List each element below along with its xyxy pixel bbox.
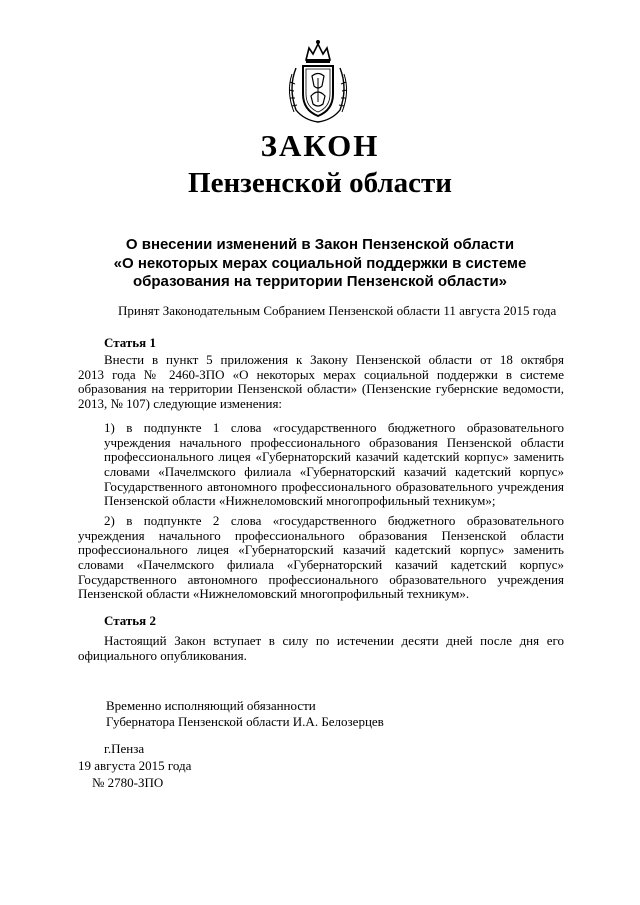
article-2-text	[78, 634, 564, 663]
text-line: 2013 года № 2460-ЗПО «О некоторых мерах социальной поддержки в системе	[78, 366, 564, 382]
law-heading	[90, 236, 550, 292]
text-line: официального опубликования.	[78, 647, 247, 663]
article-2-title: Статья 2	[104, 613, 156, 628]
text-line: Пензенской области «Нижнеломовский многопрофильный техникум»;	[104, 493, 496, 509]
text-line: 2) в подпункте 2 слова «государственного бюджетного образовательного	[104, 513, 564, 528]
text-line: Настоящий Закон вступает в силу по истечении десяти дней после дня его	[104, 633, 564, 648]
article-1-item-2	[78, 514, 564, 602]
text-line: профессионального лицея «Губернаторский казачий кадетский корпус» заменить	[104, 449, 564, 465]
coat-of-arms-emblem	[282, 38, 354, 124]
text-line: учреждения начального профессионального образования Пензенской области	[104, 434, 564, 450]
law-number: № 2780-ЗПО	[92, 775, 164, 790]
signature-name: Губернатора Пензенской области И.А. Белозерцев	[106, 714, 384, 729]
heading-line: О внесении изменений в Закон Пензенской области	[125, 236, 515, 253]
signing-date: 19 августа 2015 года	[78, 758, 192, 773]
signature-position: Временно исполняющий обязанности	[106, 698, 316, 713]
article-1-intro	[78, 353, 564, 412]
text-line: образования на территории Пензенской области» (Пензенские губернские ведомости,	[78, 381, 564, 397]
text-line: Внести в пункт 5 приложения к Закону Пензенской области от 18 октября	[104, 352, 564, 367]
text-line: словами «Пачелмского филиала «Губернаторский казачий кадетский корпус»	[104, 464, 564, 480]
heading-line: образования на территории Пензенской области»	[132, 273, 508, 290]
text-line: словами «Пачелмского филиала «Губернаторский казачий кадетский корпус»	[78, 557, 564, 573]
heading-line: «О некоторых мерах социальной поддержки в системе	[113, 254, 527, 272]
text-line: Пензенской области «Нижнеломовский многопрофильный техникум».	[78, 586, 470, 602]
text-line: Государственного автономного профессионального образовательного учреждения	[78, 571, 564, 587]
text-line: 1) в подпункте 1 слова «государственного бюджетного образовательного	[104, 420, 564, 435]
text-line: Государственного автономного профессионального образовательного учреждения	[104, 478, 564, 494]
signature-block	[106, 698, 384, 730]
text-line: учреждения начального профессионального образования Пензенской области	[78, 527, 564, 543]
adoption-note: Принят Законодательным Собранием Пензенской области 11 августа 2015 года	[118, 303, 557, 318]
text-line: 2013, № 107) следующие изменения:	[78, 396, 283, 412]
article-1-item-1	[78, 421, 564, 509]
text-line: профессионального лицея «Губернаторский казачий кадетский корпус» заменить	[78, 542, 564, 558]
article-1-title: Статья 1	[104, 335, 156, 350]
signing-place: г.Пенза	[104, 741, 145, 756]
law-region: Пензенской области	[188, 167, 452, 199]
law-title: ЗАКОН	[260, 128, 380, 163]
